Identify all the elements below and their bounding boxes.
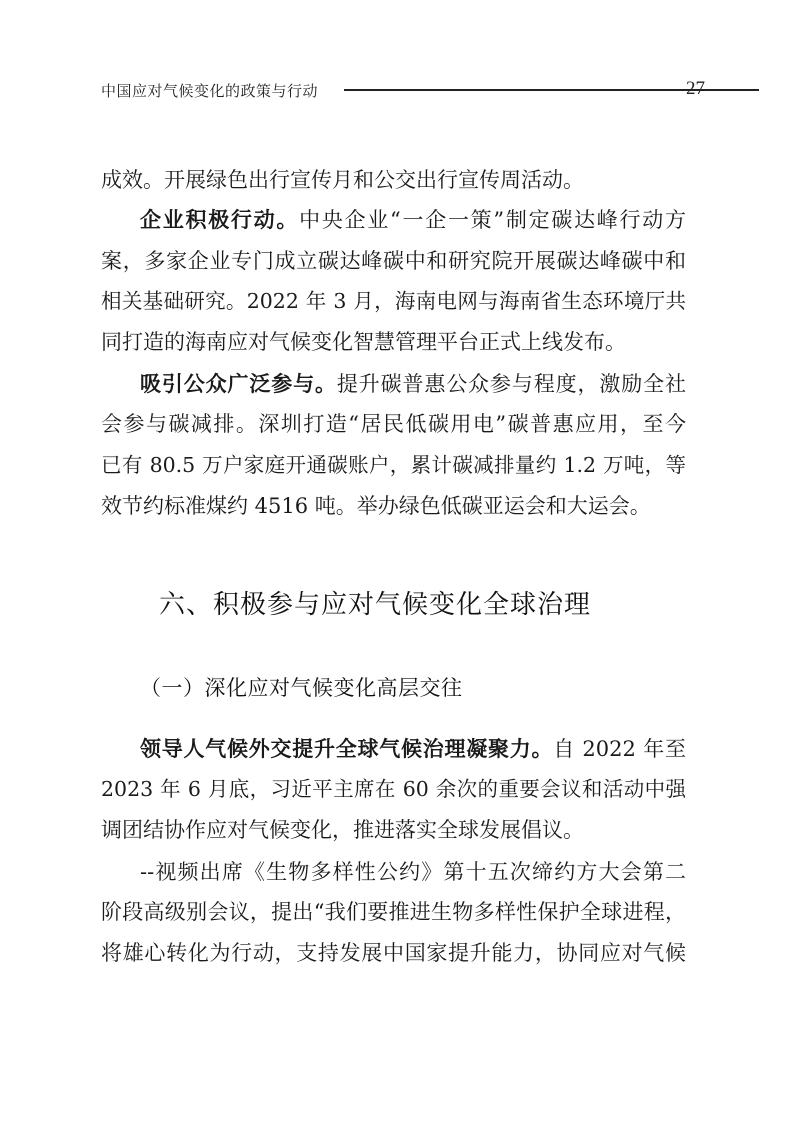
paragraph-line: 企业积极行动。中央企业“一企一策”制定碳达峰行动方 — [140, 208, 686, 232]
paragraph-lead: 吸引公众广泛参与。 — [140, 372, 337, 396]
paragraph-line: 调团结协作应对气候变化，推进落实全球发展倡议。 — [101, 818, 584, 842]
paragraph-line: 已有 80.5 万户家庭开通碳账户，累计碳减排量约 1.2 万吨，等 — [101, 453, 686, 477]
paragraph-lead: 领导人气候外交提升全球气候治理凝聚力。 — [140, 737, 554, 761]
running-header-title: 中国应对气候变化的政策与行动 — [101, 82, 319, 100]
paragraph-line: 同打造的海南应对气候变化智慧管理平台正式上线发布。 — [101, 330, 626, 354]
page-number: 27 — [686, 78, 705, 99]
paragraph-line: 2023 年 6 月底，习近平主席在 60 余次的重要会议和活动中强 — [101, 777, 686, 801]
section-heading: 六、积极参与应对气候变化全球治理 — [159, 590, 592, 620]
paragraph-line: 案，多家企业专门成立碳达峰碳中和研究院开展碳达峰碳中和 — [101, 249, 686, 273]
paragraph-line: 阶段高级别会议，提出“我们要推进生物多样性保护全球进程， — [101, 900, 686, 924]
paragraph-line: 吸引公众广泛参与。提升碳普惠公众参与程度，激励全社 — [140, 372, 686, 396]
paragraph-line: 将雄心转化为行动，支持发展中国家提升能力，协同应对气候 — [101, 941, 686, 965]
paragraph-line: 会参与碳减排。深圳打造“居民低碳用电”碳普惠应用，至今 — [101, 412, 686, 436]
running-header — [101, 76, 705, 104]
paragraph-lead: 企业积极行动。 — [140, 208, 300, 232]
paragraph-line: 效节约标准煤约 4516 吨。举办绿色低碳亚运会和大运会。 — [101, 494, 651, 518]
paragraph-line: 相关基础研究。2022 年 3 月，海南电网与海南省生态环境厅共 — [101, 289, 686, 313]
paragraph-line: 成效。开展绿色出行宣传月和公交出行宣传周活动。 — [101, 168, 584, 192]
paragraph-line: 领导人气候外交提升全球气候治理凝聚力。自 2022 年至 — [140, 737, 687, 761]
sub-heading: （一）深化应对气候变化高层交往 — [140, 676, 463, 700]
paragraph-line: --视频出席《生物多样性公约》第十五次缔约方大会第二 — [140, 860, 686, 884]
